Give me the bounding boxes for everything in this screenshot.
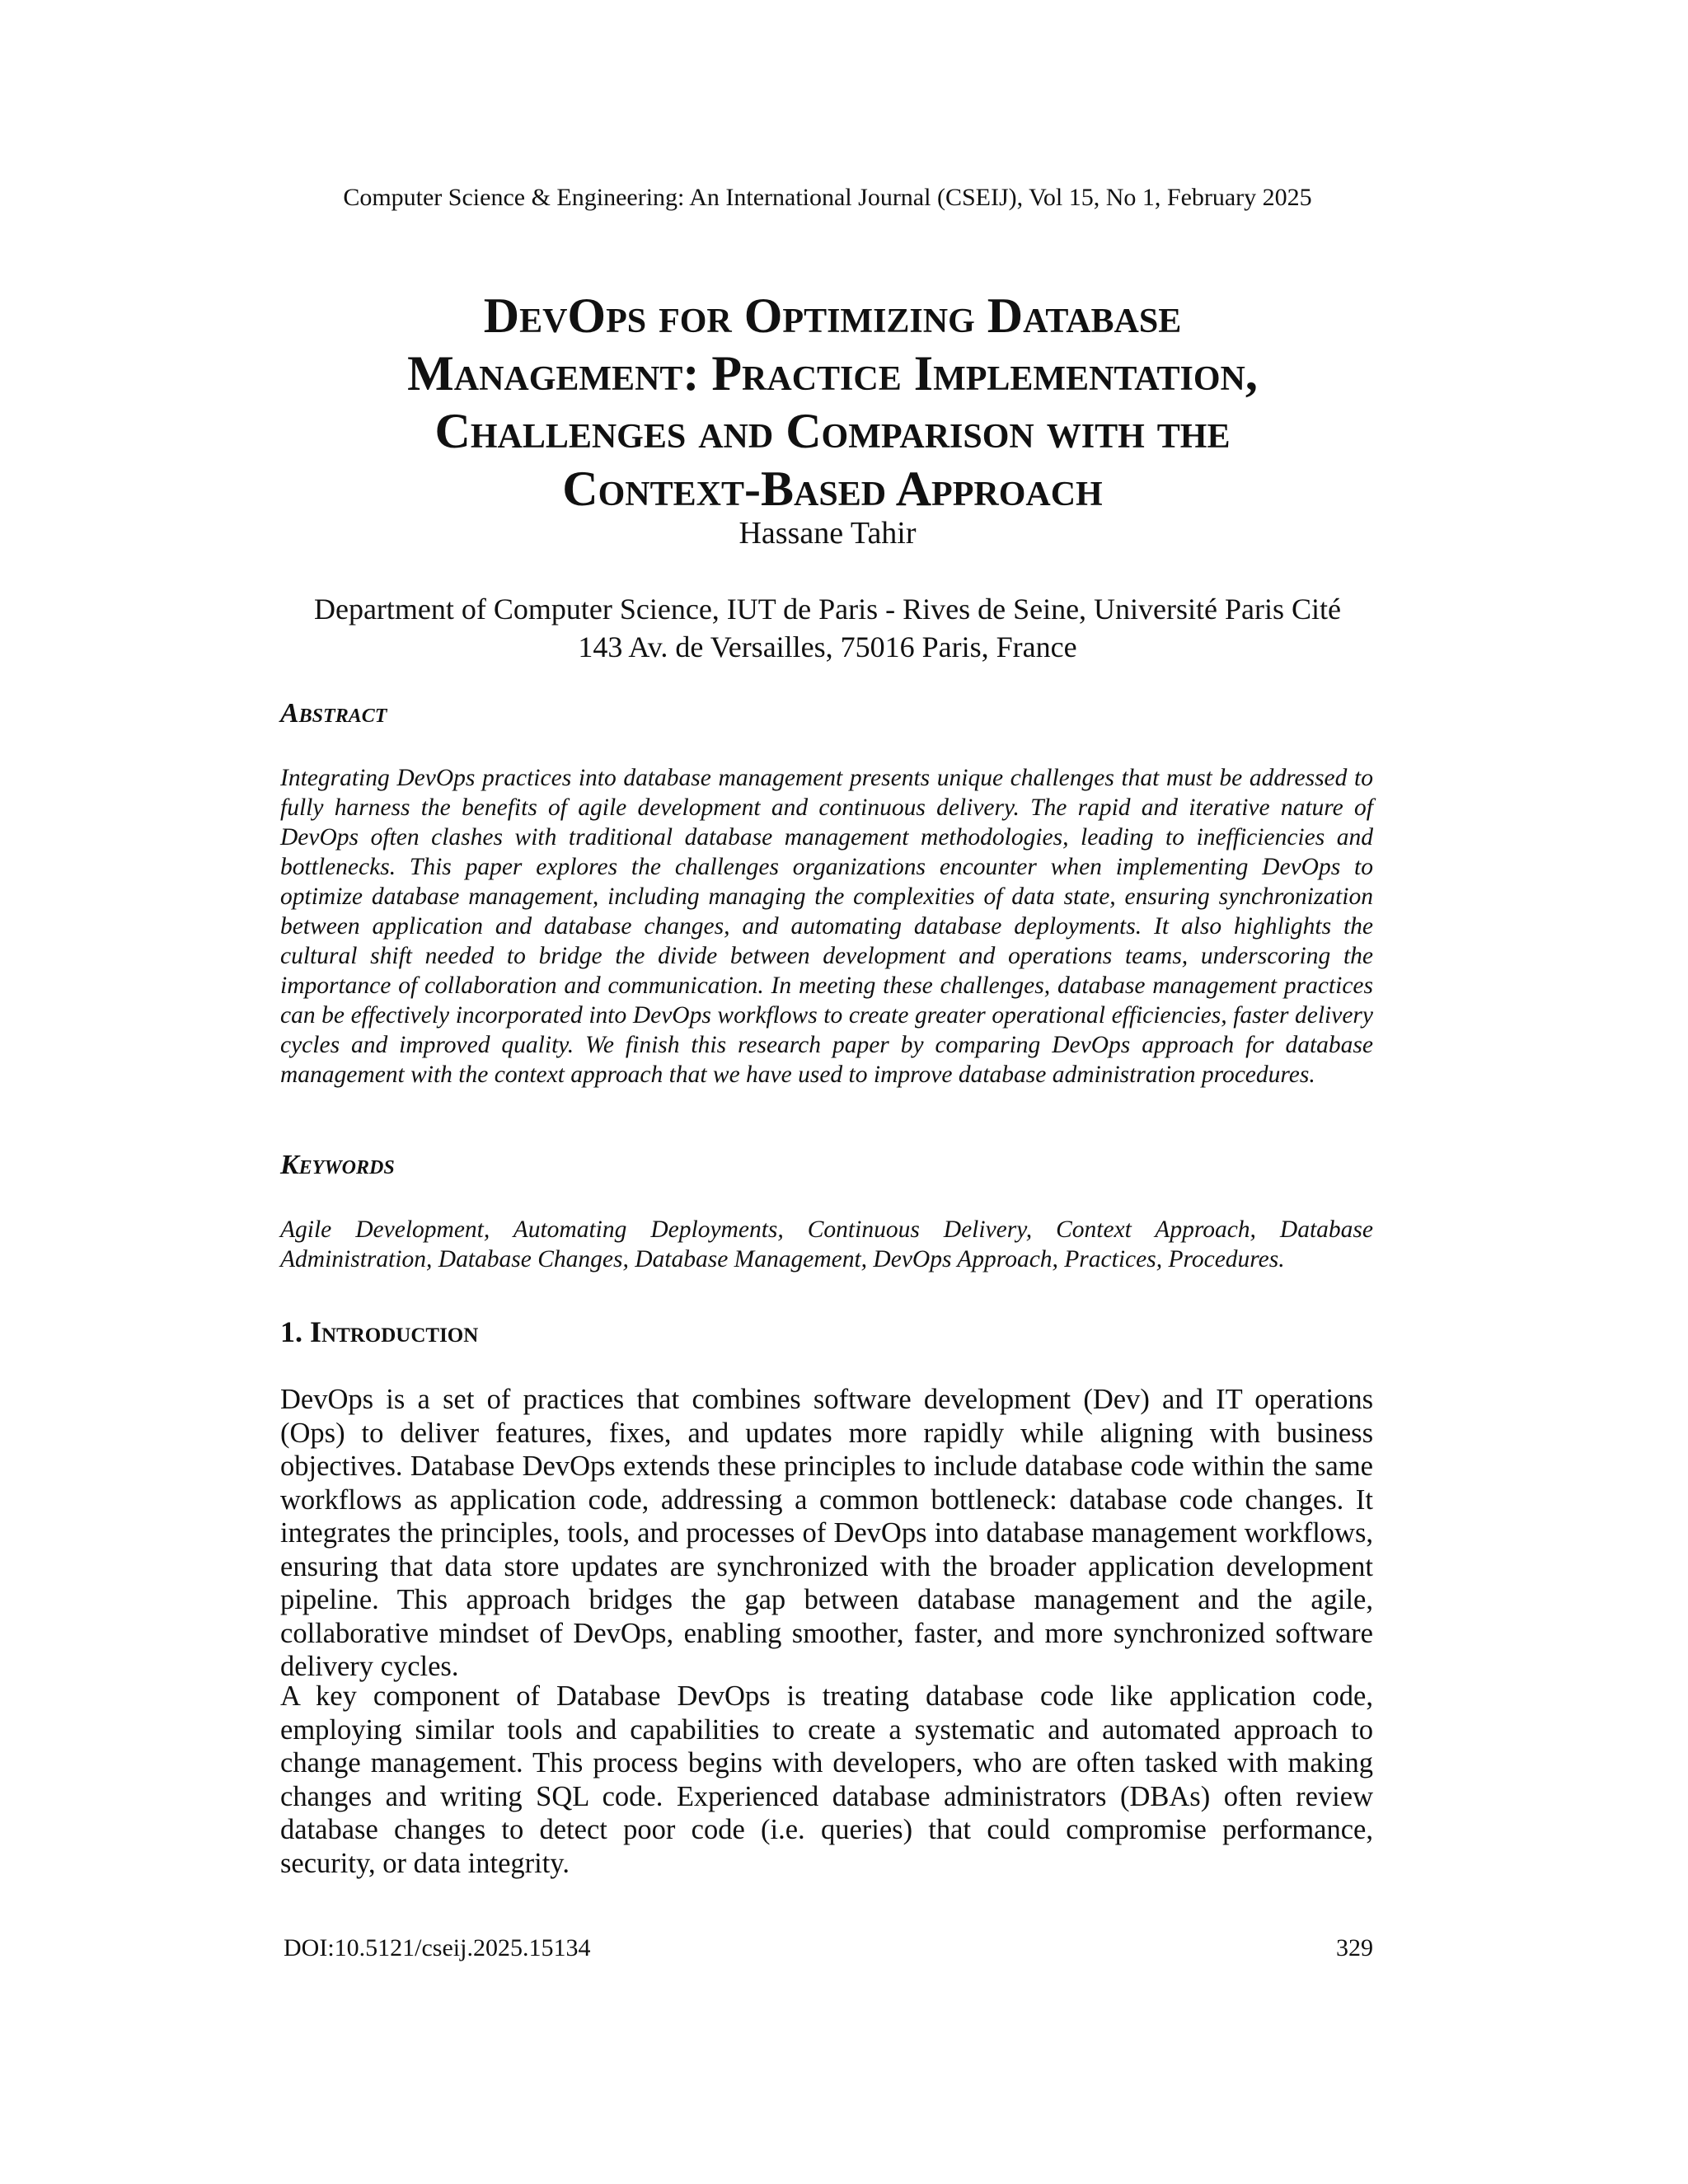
affiliation-address: 143 Av. de Versailles, 75016 Paris, France — [578, 630, 1077, 663]
page-number: 329 — [1336, 1934, 1373, 1961]
running-header: Computer Science & Engineering: An International Journal (CSEIJ), Vol 15, No 1, February 2025 — [343, 184, 1312, 211]
title-line: Management: Practice Implementation, — [407, 346, 1258, 401]
keywords-heading: Keywords — [280, 1150, 395, 1180]
title-line: Context-Based Approach — [562, 462, 1103, 516]
title-line: DevOps for Optimizing Database — [483, 288, 1182, 343]
abstract-body: Integrating DevOps practices into database management presents unique challenges that must be addressed to fully harness the benefits of agile development and continuous delivery. The rapid and iterative nature of DevOps often clashes with traditional database management methodologies, leading to inefficiencies and bottlenecks. This paper explores the challenges organizations encounter when implementing DevOps to optimize database management, including managing the complexities of data state, ensuring synchronization between application and database changes, and automating database deployments. It also highlights the cultural shift needed to bridge the divide between development and operations teams, underscoring the importance of collaboration and communication. In meeting these challenges, database management practices can be effectively incorporated into DevOps workflows to create greater operational efficiencies, faster delivery cycles and improved quality. We finish this research paper by comparing DevOps approach for database management with the context approach that we have used to improve database administration procedures. — [280, 765, 1373, 1088]
title-line: Challenges and Comparison with the — [434, 404, 1231, 458]
abstract-heading: Abstract — [280, 698, 387, 729]
author-name: Hassane Tahir — [738, 516, 917, 551]
affiliation — [0, 590, 1655, 666]
footer-doi: DOI:10.5121/cseij.2025.15134 — [284, 1934, 591, 1961]
introduction-heading: 1. Introduction — [280, 1315, 479, 1348]
keywords-body: Agile Development, Automating Deployments, Continuous Delivery, Context Approach, Database Administration, Database Changes, Database Management, DevOps Approach, Practices, Procedures. — [280, 1216, 1373, 1272]
introduction-paragraph-1: DevOps is a set of practices that combines software development (Dev) and IT operations (Ops) to deliver features, fixes, and updates more rapidly while aligning with business objectives. Database DevOps extends these principles to include database code within the same workflows as application code, addressing a common bottleneck: database code changes. It integrates the principles, tools, and processes of DevOps into database management workflows, ensuring that data store updates are synchronized with the broader application development pipeline. This approach bridges the gap between database management and the agile, collaborative mindset of DevOps, enabling smoother, faster, and more synchronized software delivery cycles. — [280, 1384, 1373, 1682]
introduction-paragraph-2: A key component of Database DevOps is treating database code like application code, employing similar tools and capabilities to create a systematic and automated approach to change management. This process begins with developers, who are often tasked with making changes and writing SQL code. Experienced database administrators (DBAs) often review database changes to detect poor code (i.e. queries) that could compromise performance, security, or data integrity. — [280, 1680, 1373, 1879]
paper-title — [280, 287, 1385, 518]
affiliation-department: Department of Computer Science, IUT de Paris - Rives de Seine, Université Paris Cité — [313, 593, 1342, 626]
